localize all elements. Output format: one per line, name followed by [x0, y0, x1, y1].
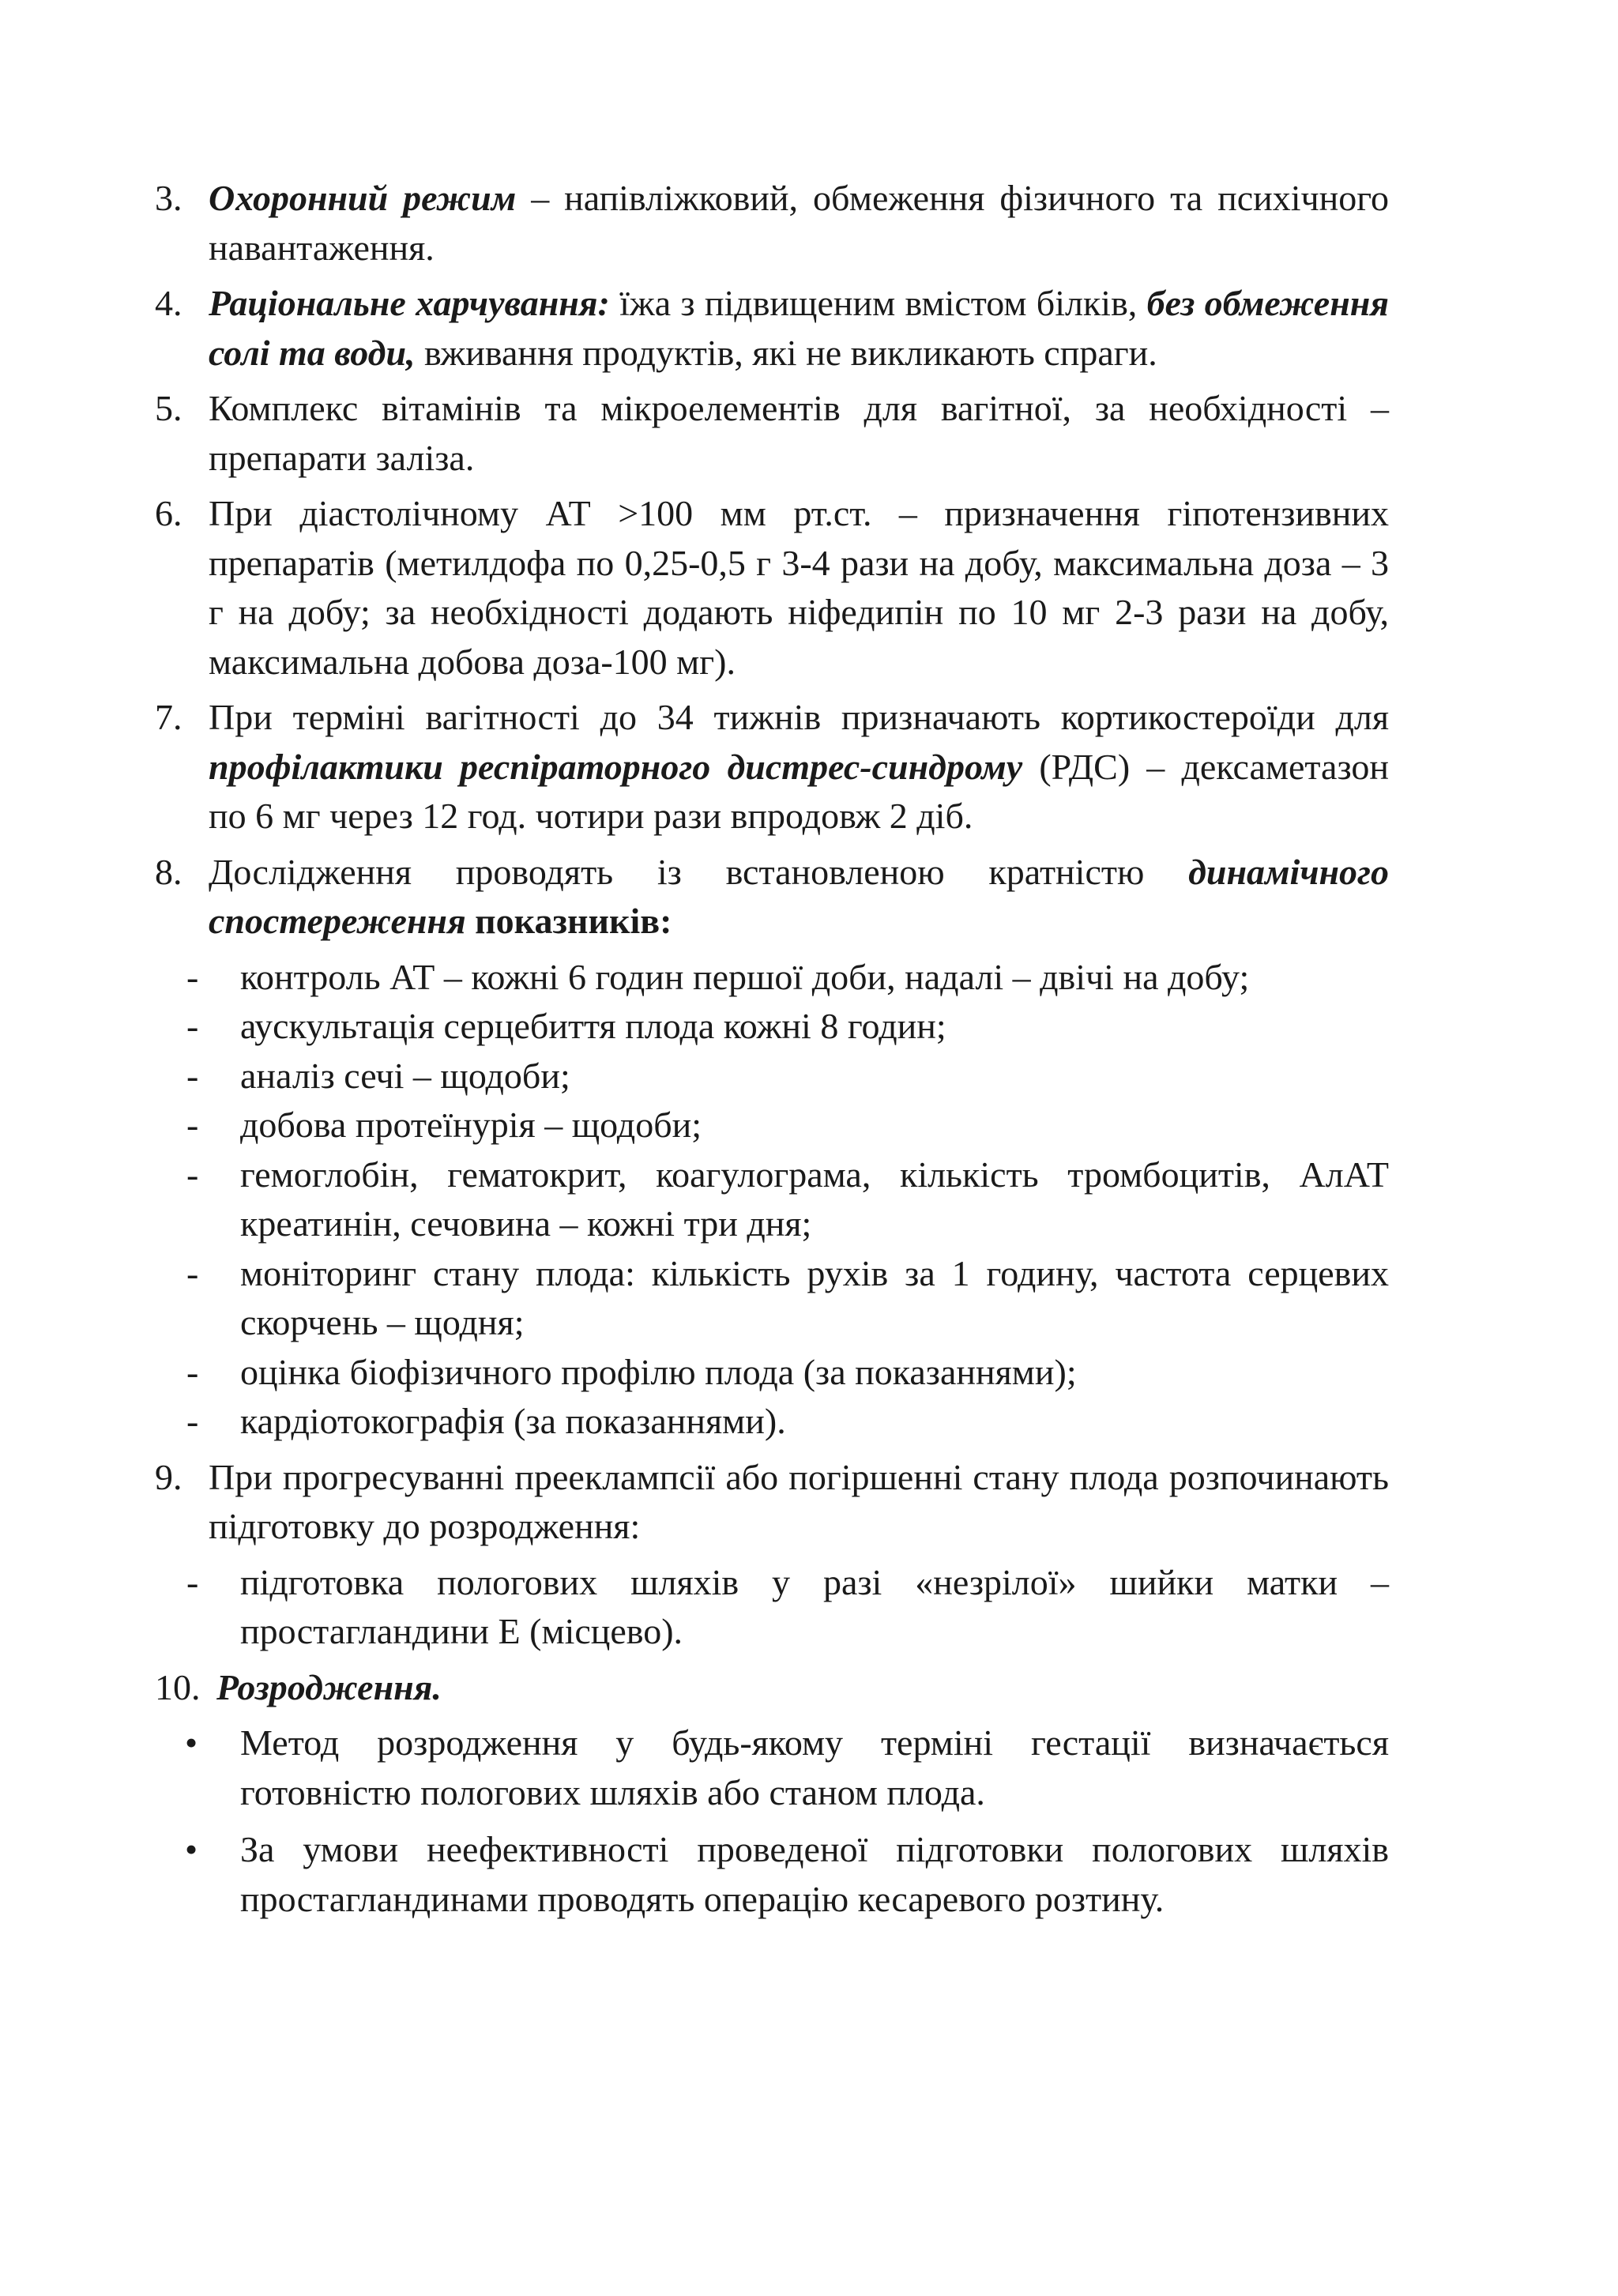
item-label: Розродження.	[216, 1666, 442, 1707]
list-item-7	[155, 693, 1389, 841]
dash-marker: -	[186, 1006, 199, 1046]
dash-marker: -	[186, 1401, 199, 1441]
item-text: Дослідження проводять із встановленою кратністю	[209, 851, 1189, 892]
sub-item-text: добова протеїнурія – щодоби;	[240, 1105, 702, 1145]
sub-item	[155, 1150, 1389, 1249]
dash-marker: -	[186, 1351, 199, 1392]
sub-item-text: аналіз сечі – щодоби;	[240, 1055, 570, 1096]
bullet-marker: •	[185, 1722, 198, 1763]
list-item-3	[155, 174, 1389, 273]
sub-item	[155, 1348, 1389, 1398]
sub-item-text: контроль АТ – кожні 6 годин першої доби, надалі – двічі на добу;	[240, 956, 1250, 997]
item-text: (РДС) – дексаметазон по 6 мг через 12 год. чотири рази впродовж 2 діб.	[209, 746, 1389, 836]
item-number: 9.	[155, 1456, 182, 1497]
dash-marker: -	[186, 956, 199, 997]
item-text: Комплекс вітамінів та мікроелементів для вагітної, за необхідності – препарати заліза.	[209, 388, 1389, 478]
dash-marker: -	[186, 1105, 199, 1145]
item-text: їжа з підвищеним вмістом білків,	[609, 283, 1147, 323]
item-text: При діастолічному АТ >100 мм рт.ст. – призначення гіпотензивних препаратів (метилдофа по 0,25-0,5 г 3-4 рази на добу, максимальна доза – 3 г на добу; за необхідності додають ніфедипін по 10 мг 2-3 рази на добу, максимальна добова доза-100 мг).	[209, 493, 1389, 682]
sub-item-text: оцінка біофізичного профілю плода (за показаннями);	[240, 1351, 1077, 1392]
sub-item	[155, 953, 1389, 1003]
sub-item	[155, 1397, 1389, 1447]
item-text: При терміні вагітності до 34 тижнів призначають кортикостероїди для	[209, 697, 1389, 737]
item-number: 5.	[155, 388, 182, 428]
sub-item	[155, 1002, 1389, 1052]
item-number: 3.	[155, 178, 182, 218]
item-number: 10.	[155, 1666, 201, 1707]
dash-marker: -	[186, 1252, 199, 1293]
list-item-4	[155, 279, 1389, 378]
document-page	[155, 174, 1389, 1932]
item-emphasis: динамічного спостереження	[209, 851, 1389, 941]
sub-item	[155, 1052, 1389, 1101]
sub-item	[155, 1249, 1389, 1348]
sub-item	[155, 1101, 1389, 1150]
sub-item-text: кардіотокографія (за показаннями).	[240, 1401, 786, 1441]
sub-item-text: моніторинг стану плода: кількість рухів за 1 годину, частота серцевих скорчень – щодня;	[240, 1252, 1389, 1342]
item-text: – напівліжковий, обмеження фізичного та психічного навантаження.	[209, 178, 1389, 268]
item-number: 7.	[155, 697, 182, 737]
item-label: Охоронний режим	[209, 178, 517, 218]
item-emphasis: без обмеження солі та води,	[209, 283, 1389, 373]
item-text: При прогресуванні прееклампсії або погіршенні стану плода розпочинають підготовку до розродження:	[209, 1456, 1389, 1546]
sub-item	[155, 1558, 1389, 1657]
sub-item-text: гемоглобін, гематокрит, коагулограма, кількість тромбоцитів, АлАТ креатинін, сечовина – кожні три дня;	[240, 1154, 1389, 1244]
bullet-item	[155, 1825, 1389, 1924]
sub-item-text: аускультація серцебиття плода кожні 8 годин;	[240, 1006, 946, 1046]
dash-marker: -	[186, 1154, 199, 1195]
bullet-item-text: Метод розродження у будь-якому терміні гестації визначається готовністю пологових шляхів або станом плода.	[240, 1722, 1389, 1812]
item-label: Раціональне харчування:	[209, 283, 610, 323]
list-item-5	[155, 384, 1389, 483]
bullet-marker: •	[185, 1829, 198, 1869]
item-number: 4.	[155, 283, 182, 323]
list-item-6	[155, 489, 1389, 687]
item-text: вживання продуктів, які не викликають спраги.	[415, 332, 1157, 373]
list-item-10	[155, 1663, 1389, 1713]
bullet-item-text: За умови неефективності проведеної підготовки пологових шляхів простагландинами проводять операцію кесаревого розтину.	[240, 1829, 1389, 1919]
item-bold: показників:	[465, 901, 672, 941]
item-number: 8.	[155, 851, 182, 892]
item-emphasis: профілактики респіраторного дистрес-синдрому	[209, 746, 1023, 787]
bullet-item	[155, 1718, 1389, 1817]
sub-item-text: підготовка пологових шляхів у разі «незрілої» шийки матки – простагландини Е (місцево).	[240, 1561, 1389, 1651]
item-number: 6.	[155, 493, 182, 533]
list-item-9	[155, 1453, 1389, 1552]
dash-marker: -	[186, 1055, 199, 1096]
list-item-8	[155, 848, 1389, 947]
dash-marker: -	[186, 1561, 199, 1602]
